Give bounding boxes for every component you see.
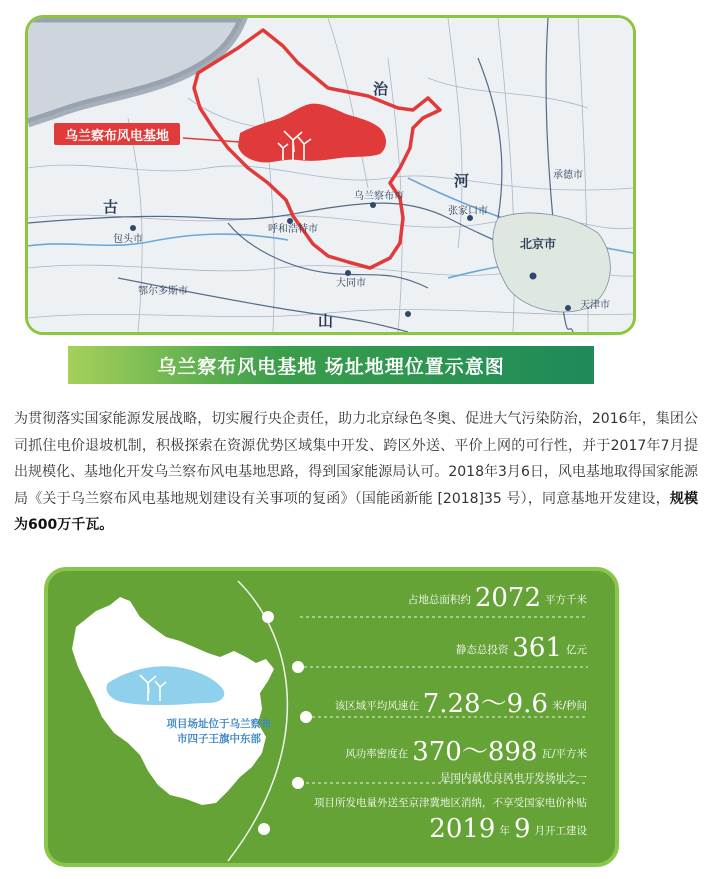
timeline-dot [300, 711, 312, 723]
map-caption: 乌兰察布风电基地 场址地理位置示意图 [68, 346, 594, 384]
paragraph-body: 为贯彻落实国家能源发展战略，切实履行央企责任，助力北京绿色冬奥、促进大气污染防治，2016年，集团公司抓住电价退坡机制，积极探索在资源优势区域集中开发、跨区外送、平价上网的可行性，并于2017年7月提出规模化、基地化开发乌兰察布风电基地思路，得到国家能源局认可。2018年3月6日，风电基地取得国家能源局《关于乌兰察布风电基地规划建设有关事项的复函》（国能函新能 [2018]35 号），同意基地开发建设， [14, 411, 698, 507]
timeline-dot [258, 823, 270, 835]
timeline-dot [262, 611, 274, 623]
map-label-beijing: 北京市 [520, 237, 557, 251]
map-label-zhangjiakou: 张家口市 [448, 206, 488, 217]
map-label-tianjin: 天津市 [580, 300, 610, 311]
start-month: 9 [513, 814, 531, 844]
stat-investment: 静态总投资 361 亿元 [455, 633, 587, 663]
map-label-chengde: 承德市 [553, 170, 583, 181]
export-note: 项目所发电量外送至京津冀地区消纳，不享受国家电价补贴 [314, 797, 587, 809]
map-label-shan: 山 [318, 312, 334, 330]
map-label-datong: 大同市 [336, 278, 366, 289]
paragraph-highlight: 规模为600万千瓦。 [14, 490, 699, 534]
map-label-hohhot: 呼和浩特市 [268, 224, 318, 235]
map-label-zhi: 治 [373, 80, 389, 98]
map-label-erdos: 鄂尔多斯市 [138, 286, 188, 297]
timeline-dot [292, 777, 304, 789]
map-label-gu: 古 [103, 198, 119, 216]
stat-construction: 项目所发电量外送至京津冀地区消纳，不享受国家电价补贴 2019 年 9 月开工建设 [314, 797, 587, 844]
wind-base-label: 乌兰察布风电基地 [54, 123, 180, 145]
map-label-hebei: 河 [454, 172, 470, 190]
timeline-dot [292, 661, 304, 673]
map-label-baotou: 包头市 [113, 234, 143, 245]
stat-power-density: 风功率密度在 370～898 瓦/平方米 是国内最优良风电开发场址之一 [345, 737, 587, 784]
stat-area: 占地总面积约 2072 平方千米 [407, 583, 587, 613]
location-map [25, 15, 636, 335]
map-graphic [28, 18, 633, 332]
stat-power-density-note: 是国内最优良风电开发场址之一 [440, 772, 587, 784]
start-year: 2019 [429, 814, 496, 844]
region-label: 项目场址位于乌兰察布市四子王旗中东部 [166, 718, 272, 745]
intro-paragraph [14, 406, 698, 539]
project-info-card [44, 567, 619, 867]
map-label-ulanqab: 乌兰察布市 [354, 191, 404, 202]
stat-wind-speed: 该区域平均风速在 7.28～9.6 米/秒间 [334, 689, 587, 719]
